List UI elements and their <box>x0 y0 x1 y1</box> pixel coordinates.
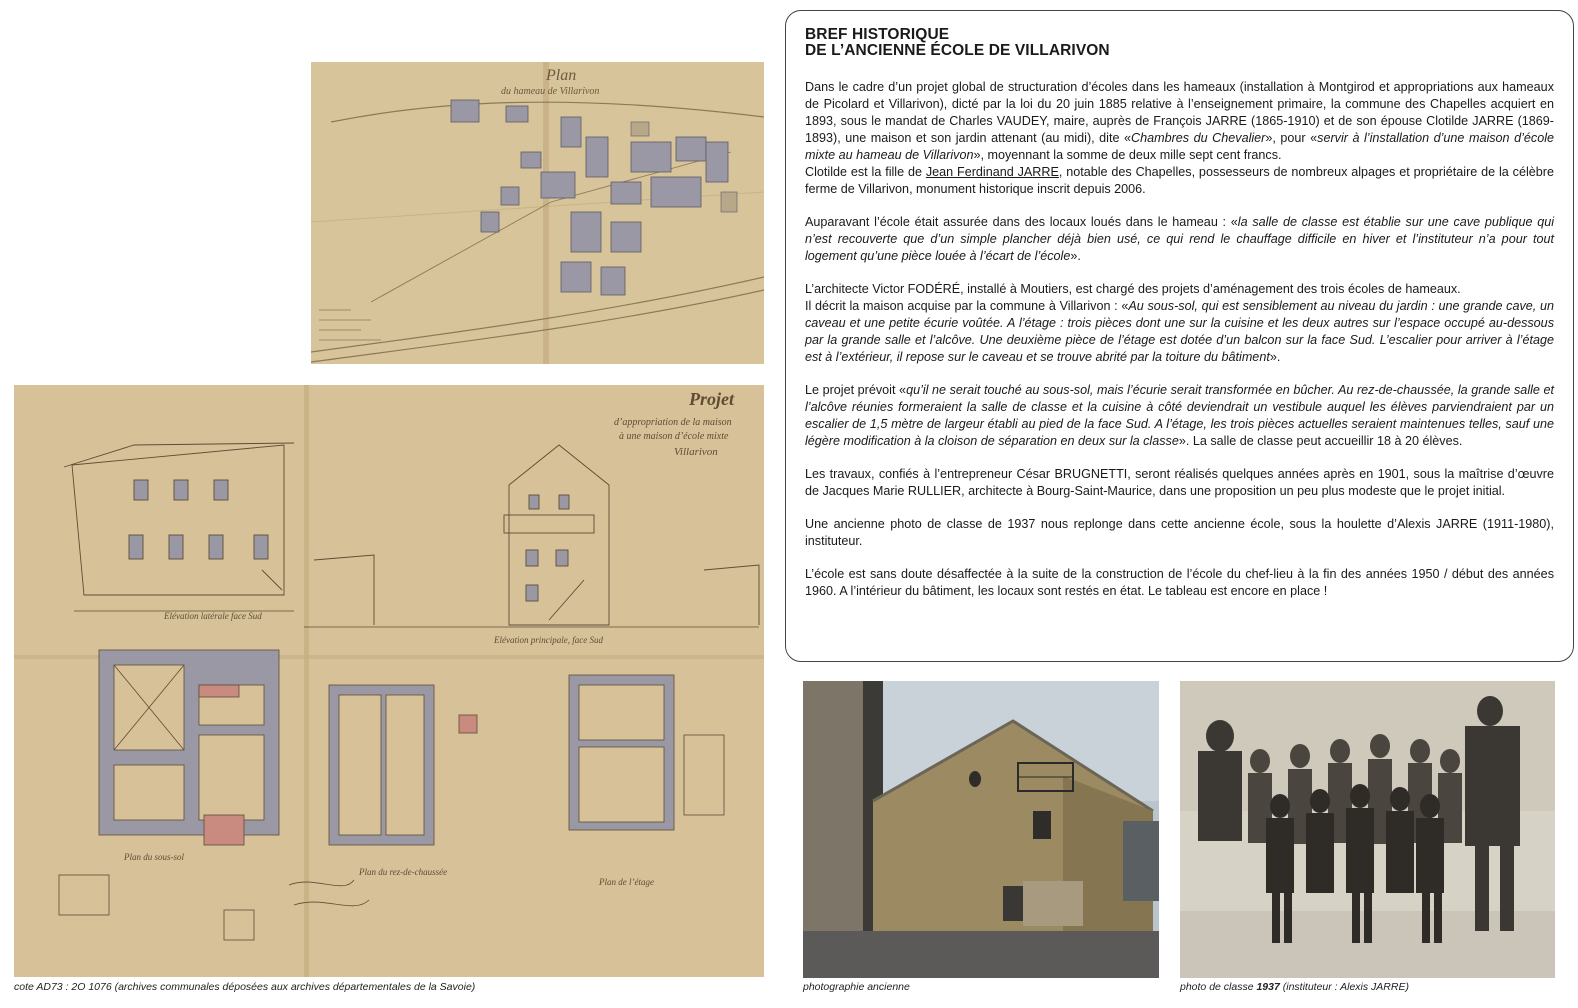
class-photo-1937 <box>1180 681 1555 978</box>
project-title: Projet <box>689 389 734 409</box>
history-paragraph-5: Les travaux, confiés à l’entrepreneur César BRUGNETTI, seront réalisés quelques années après en 1901, sous la maîtrise d’œuvre de Jacques Marie RULLIER, architecte à Bourg-Saint-Maurice, dans une proposition un peu plus modeste que le projet initial. <box>805 467 1554 498</box>
history-paragraph-6: Une ancienne photo de classe de 1937 nous replonge dans cette ancienne école, sous la houlette d’Alexis JARRE (1911-1980), instituteur. <box>805 517 1554 548</box>
p2-italic-1: la salle de classe est établie sur une cave publique qui n’est recouverte que d’un simple plancher déjà bien usé, ce qui rend le chauffage difficile en hiver et l’instituteur n’a pour tout logement qu’une pièce louée à l’écart de l’école <box>805 215 1554 263</box>
p3-text-1: L’architecte Victor FODÉRÉ, installé à Moutiers, est chargé des projets d’aménagement des trois écoles de hameaux. <box>805 282 1461 296</box>
elevation-main-label: Elévation principale, face Sud <box>494 635 603 645</box>
p3-text-3: ». <box>1269 350 1281 364</box>
history-box <box>785 10 1574 662</box>
history-paragraph-4 <box>805 382 1554 450</box>
p2-text-1: Auparavant l’école était assurée dans des locaux loués dans le hameau : « <box>805 215 1238 229</box>
p1-italic-2: servir à l’installation d’une maison d’école mixte au hameau de Villarivon <box>805 131 1555 162</box>
p4-italic-1: qu’il ne serait touché au sous-sol, mais l’écurie serait transformée en bûcher. Au rez-de-chaussée, la grande salle et l’alcôve réunies formeraient la salle de classe et la cuisine à côté deviendrait un vestibule auquel les élèves parviendraient par un escalier de 1,5 mètre de largeur établi au pied de la face Sud. A l’étage, les trois pièces actuelles seraient maintenues telles, sauf une légère modification à la cloison de séparation en deux sur la classe <box>805 383 1554 448</box>
p3-italic-1: Au sous-sol, qui est sensiblement au niveau du jardin : une grande cave, un caveau et une petite écurie voûtée. A l’étage : trois pièces dont une sur la cuisine et les deux autres sur l’espace occupé au-dessous par la grande salle et l’alcôve. Une deuxième pièce de l’étage est dotée d’un balcon sur la face Sud. L’escalier pour arriver à l’étage est à l’extérieur, il repose sur le caveau et se trouve abrité par la toiture du bâtiment <box>805 299 1554 364</box>
project-subtitle-3: Villarivon <box>674 446 718 458</box>
p1-text-4: Clotilde est la fille de <box>805 165 926 179</box>
caption-class-photo-suffix: (instituteur : Alexis JARRE) <box>1279 981 1409 993</box>
p1-text-2: », pour « <box>1265 131 1318 145</box>
history-paragraph-2 <box>805 214 1554 265</box>
plan-map-title: Plan <box>546 67 577 84</box>
caption-old-photo: photographie ancienne <box>803 981 910 993</box>
p4-text-1: Le projet prévoit « <box>805 383 907 397</box>
history-title-line-2: DE L’ANCIENNE ÉCOLE DE VILLARIVON <box>805 42 1110 59</box>
plan-map-subtitle: du hameau de Villarivon <box>501 86 600 97</box>
caption-class-photo-year: 1937 <box>1256 981 1280 993</box>
p4-text-2: ». La salle de classe peut accueillir 18 à 20 élèves. <box>1178 434 1463 448</box>
history-title-line-1: BREF HISTORIQUE <box>805 26 950 43</box>
project-subtitle-2: à une maison d’école mixte <box>619 431 729 442</box>
p1-italic-1: Chambres du Chevalier <box>1131 131 1266 145</box>
p3-text-2: Il décrit la maison acquise par la commune à Villarivon : « <box>805 299 1129 313</box>
history-paragraph-1 <box>805 79 1554 198</box>
history-title <box>805 27 1554 59</box>
p1-text-1: Dans le cadre d’un projet global de structuration d’écoles dans les hameaux (installation à Montgirod et appropriations aux hameaux de Picolard et Villarivon), dicté par la loi du 20 juin 1885 relative à l’enseignement primaire, la commune des Chapelles acquiert en 1893, sous le mandat de Charles VAUDEY, maire, auprès de François JARRE (1865-1910) et de son épouse Clotilde JARRE (1869-1893), une maison et son jardin attenant (au midi), dite « <box>805 80 1554 145</box>
old-school-building-photo <box>803 681 1159 978</box>
p1-text-3: », moyennant la somme de deux mille sept cent francs. <box>973 148 1282 162</box>
history-paragraph-7: L’école est sans doute désaffectée à la suite de la construction de l’école du chef-lieu à la fin des années 1950 / début des années 1960. A l’intérieur du bâtiment, les locaux sont restés en état. Le tableau est encore en place ! <box>805 567 1554 598</box>
village-plan-map <box>311 62 764 364</box>
caption-archives: cote AD73 : 2O 1076 (archives communales déposées aux archives départementales de la Savoie) <box>14 981 476 993</box>
jean-ferdinand-jarre-link[interactable]: Jean Ferdinand JARRE <box>925 165 1059 179</box>
p1-text-5: , notable des Chapelles, possesseurs de nombreux alpages et propriétaire de la célèbre ferme de Villarivon, monument historique inscrit depuis 2006. <box>805 165 1554 196</box>
caption-class-photo-prefix: photo de classe <box>1180 981 1257 993</box>
architect-project-plan <box>14 385 764 977</box>
plan-sous-sol-label: Plan du sous-sol <box>124 852 185 862</box>
caption-class-photo <box>1180 981 1409 993</box>
p2-text-2: ». <box>1070 249 1081 263</box>
history-paragraph-3 <box>805 281 1554 366</box>
plan-rdc-label: Plan du rez-de-chaussée <box>359 867 448 877</box>
project-subtitle-1: d’appropriation de la maison <box>614 417 732 428</box>
plan-etage-label: Plan de l’étage <box>599 877 654 887</box>
elevation-side-label: Elévation latérale face Sud <box>164 611 262 621</box>
